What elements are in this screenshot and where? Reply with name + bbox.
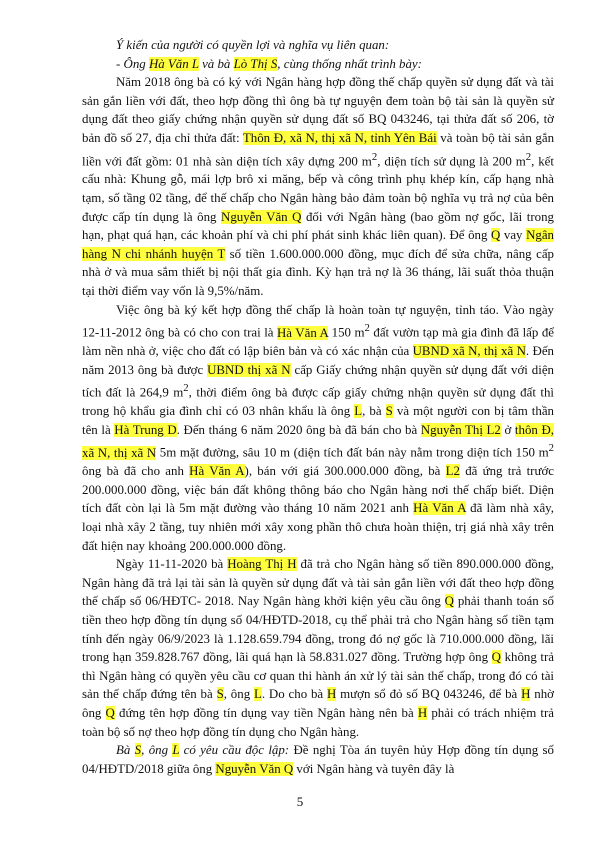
highlighted-name: Nguyễn Văn Q xyxy=(215,761,294,776)
text-run: 5m mặt đường, sâu 10 m (diện tích đất bán này nằm trong diện tích 150 m xyxy=(156,445,549,460)
text-run: đã trả cho Ngân hàng số tiền 890.000.000 đồng, Ngân hàng đã trả lại tài sản là quyền sử dụng đất và tài sản gắn liền với đất theo hợp đồng thế chấp số 06/HĐTC- 2018. Nay Ngân hàng khởi kiện yêu cầu ông xyxy=(82,557,554,609)
text-run: Đề nghị Tòa án tuyên hủy Hợp đồng tín dụng số 04/HĐTD/2018 giữa ông xyxy=(82,743,554,776)
superscript: 2 xyxy=(183,382,189,395)
italic-lead xyxy=(116,743,289,757)
text-run: , ông xyxy=(141,743,173,758)
highlighted-address: thôn Đ, xã N, thị xã N xyxy=(82,422,554,460)
text-run: . Đến tháng 6 năm 2020 ông bà đã bán cho bà xyxy=(176,422,421,437)
text-run: 150 m xyxy=(328,325,365,340)
highlighted-name: S xyxy=(216,687,224,702)
highlighted-authority: UBND thị xã N xyxy=(207,362,291,377)
text-run: đã ứng trả trước 200.000.000 đồng, việc bán đất không thông báo cho Ngân hàng nơi thế chấp biết. Diện tích đất còn lại là 5m mặt đường vào tháng 10 năm 2021 anh xyxy=(82,464,554,516)
text-run: , cùng thống nhất trình bày: xyxy=(277,56,422,71)
paragraph-mortgage xyxy=(82,73,554,300)
highlighted-name: Hà Văn L xyxy=(148,56,199,71)
highlighted-name: H xyxy=(327,687,337,702)
text-run: đất vườn tạp mà gia đình đã lấp để làm nền nhà ở, việc cho đất có lập biên bản và có xác nhận của xyxy=(82,325,555,359)
text-run: nhờ ông xyxy=(82,687,554,720)
text-run: có yêu cầu độc lập: xyxy=(179,743,290,758)
text-run: phải thanh toán số tiền theo hợp đồng tín dụng số 04/HĐTD-2018, cụ thể phải trả cho Ngân hàng số tiền tạm tính đến ngày 06/9/2023 là 1.128.659.794 đồng, trong đó nợ gốc là 710.000.000 đồng, lãi trong hạn 359.828.767 đồng, lãi quá hạn là 58.831.027 đồng. Trường hợp ông xyxy=(82,594,554,665)
text-run: , diện tích sử dụng là 200 m xyxy=(377,153,526,168)
text-run: ở xyxy=(500,422,515,437)
highlighted-name: H xyxy=(521,687,531,702)
page-number: 5 xyxy=(296,794,304,809)
text-run: , thời điểm ông bà được cấp giấy chứng nhận quyền sử dụng đất thì trong hộ khẩu gia đình chỉ có 03 nhân khẩu là ông xyxy=(82,385,554,419)
text-run: vay xyxy=(500,228,527,243)
highlighted-authority: UBND xã N, thị xã N xyxy=(412,344,526,359)
text-run: đứng tên hợp đồng tín dụng vay tiền Ngân hàng nên bà xyxy=(114,705,418,720)
text-run: , bà xyxy=(362,404,386,419)
highlighted-name: L xyxy=(253,687,262,702)
text-run: và một người con bị tâm thần tên là xyxy=(82,404,555,437)
highlighted-name: Hà Văn A xyxy=(189,464,245,479)
text-run: Việc ông bà ký kết hợp đồng thế chấp là hoàn toàn tự nguyện, tỉnh táo. Vào ngày 12-11-2012 ông bà có cho con trai là xyxy=(82,302,554,340)
superscript: 2 xyxy=(371,150,378,163)
text-run: Ngày 11-11-2020 bà xyxy=(116,557,228,572)
text-run: . Do cho bà xyxy=(261,687,327,702)
highlighted-name: S xyxy=(385,404,393,419)
text-run: mượn sổ đỏ số BQ 043246, để bà xyxy=(336,687,522,702)
text-run: số tiền 1.600.000.000 đồng, mục đích để sửa chữa, nâng cấp nhà ở và mua sắm thiết bị nội thất gia đình. Kỳ hạn trả nợ là 36 tháng, lãi suất thỏa thuận tại thời điểm vay vốn là 9,5%/năm. xyxy=(82,246,554,299)
highlighted-name: S xyxy=(134,743,142,758)
text-run: với Ngân hàng và tuyên đây là xyxy=(293,761,455,776)
paragraph-parties xyxy=(82,55,554,74)
highlighted-name: Q xyxy=(105,705,115,720)
text-run: Năm 2018 ông bà có ký với Ngân hàng hợp đồng thế chấp quyền sử dụng đất và tài sản gắn liền với đất, theo hợp đồng thì ông bà tự nguyện đem toàn bộ tài sản là quyền sử dụng đất theo giấy chứng nhận quyền sử dụng đất số BQ 043246, tại thửa đất số 206, tờ bản đồ số 27, địa chỉ thửa đất: xyxy=(82,75,554,145)
highlighted-name: Hoàng Thị H xyxy=(227,557,297,572)
superscript: 2 xyxy=(548,442,554,455)
text-run: . Đến năm 2013 ông bà được xyxy=(82,344,554,377)
text-run: , kết cấu nhà: Khung gỗ, mái lợp brô xi măng, bếp và công trình phụ khép kín, cấp hạng nhà tạm, số tầng 02 tầng, để thế chấp cho Ngân hàng bảo đảm toàn bộ nghĩa vụ trả nợ của bên được cấp tín dụng là ông xyxy=(82,153,554,224)
text-run: ông bà đã cho anh xyxy=(82,464,190,479)
text-run: , ông xyxy=(223,687,254,702)
highlighted-address: Thôn Đ, xã N, thị xã N, tỉnh Yên Bái xyxy=(242,130,437,145)
highlighted-name: Nguyễn Văn Q xyxy=(221,209,302,224)
highlighted-name: Hà Văn A xyxy=(277,325,329,340)
highlighted-name: Q xyxy=(491,650,501,665)
paragraph-independent-claim xyxy=(82,741,554,778)
highlighted-bank: Ngân hàng N chi nhánh huyện T xyxy=(82,228,554,261)
section-heading xyxy=(82,36,554,55)
text-run: đối với Ngân hàng (bao gồm nợ gốc, lãi trong hạn, phạt quá hạn, các khoản phí và chi phí phát sinh khác liên quan). Để ông xyxy=(82,209,554,243)
superscript: 2 xyxy=(525,150,532,163)
highlighted-name: Q xyxy=(491,228,501,243)
paragraph-payment xyxy=(82,555,554,741)
text-run: và bà xyxy=(198,56,234,71)
highlighted-name: L xyxy=(354,404,363,419)
highlighted-name: H xyxy=(417,705,428,720)
superscript: 2 xyxy=(364,322,370,335)
heading-text: Ý kiến của người có quyền lợi và nghĩa vụ liên quan: xyxy=(116,38,390,52)
highlighted-name: L xyxy=(172,743,180,758)
highlighted-name: Q xyxy=(444,594,454,609)
highlighted-name: Hà Trung D xyxy=(114,422,177,437)
highlighted-name: Nguyễn Thị L2 xyxy=(420,422,501,437)
text-run: phải có trách nhiệm trả toàn bộ số nợ theo hợp đồng tín dụng cho Ngân hàng. xyxy=(82,705,554,739)
text-run: - Ông xyxy=(116,56,149,71)
text-run: và toàn bộ tài sản gắn liền với đất gồm: 01 nhà sàn diện tích xây dựng 200 m xyxy=(82,130,555,168)
text-run: cấp Giấy chứng nhận quyền sử dụng đất với diện tích đất là 264,9 m xyxy=(82,362,555,400)
highlighted-name: Lò Thị S xyxy=(233,56,278,71)
paragraph-land-history xyxy=(82,301,554,556)
highlighted-name: Hà Văn A xyxy=(413,501,466,516)
text-run: Bà xyxy=(116,743,135,758)
text-run: ), bán với giá 300.000.000 đồng, bà xyxy=(244,464,446,479)
text-run: không trả thì Ngân hàng có quyền yêu cầu cơ quan thi hành án xử lý tài sản thế chấp, trong đó có tài sản thế chấp đứng tên bà xyxy=(82,650,554,702)
highlighted-name: L2 xyxy=(445,464,460,479)
text-run: đã làm nhà xây, loại nhà xây 2 tầng, tuy nhiên mới xây xong phần thô chưa hoàn thiện, trị giá nhà xây trên đất hiện nay khoảng 200.000.000 đồng. xyxy=(82,501,554,553)
